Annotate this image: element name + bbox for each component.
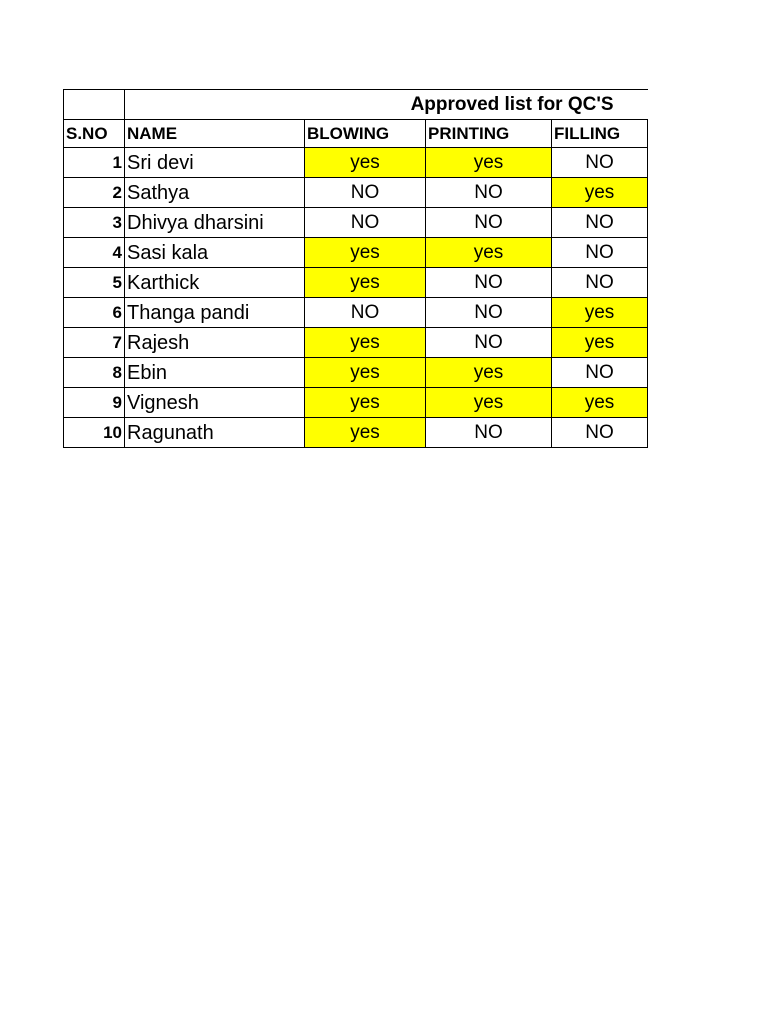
table-row [64, 298, 648, 328]
row-sno[interactable]: 4 [64, 238, 125, 268]
row-printing-status[interactable]: NO [426, 298, 552, 328]
table-row [64, 208, 648, 238]
row-sno[interactable]: 10 [64, 418, 125, 448]
header-printing[interactable]: PRINTING [426, 120, 552, 148]
row-blowing-status[interactable]: NO [305, 208, 426, 238]
row-sno[interactable]: 7 [64, 328, 125, 358]
row-sno[interactable]: 3 [64, 208, 125, 238]
row-blowing-status[interactable]: yes [305, 268, 426, 298]
table-row [64, 328, 648, 358]
row-blowing-status[interactable]: NO [305, 298, 426, 328]
row-filling-status[interactable]: NO [552, 238, 648, 268]
row-filling-status[interactable]: yes [552, 388, 648, 418]
row-filling-status[interactable]: NO [552, 148, 648, 178]
row-blowing-status[interactable]: NO [305, 178, 426, 208]
qc-approval-table [63, 89, 648, 448]
row-blowing-status[interactable]: yes [305, 148, 426, 178]
approved-qc-sheet [63, 89, 647, 447]
row-filling-status[interactable]: NO [552, 268, 648, 298]
row-filling-status[interactable]: yes [552, 178, 648, 208]
title-row [64, 90, 648, 120]
header-blowing[interactable]: BLOWING [305, 120, 426, 148]
header-name[interactable]: NAME [125, 120, 305, 148]
row-name[interactable]: Dhivya dharsini [125, 208, 305, 238]
row-sno[interactable]: 6 [64, 298, 125, 328]
row-name[interactable]: Rajesh [125, 328, 305, 358]
row-printing-status[interactable]: NO [426, 418, 552, 448]
row-filling-status[interactable]: yes [552, 298, 648, 328]
row-name[interactable]: Sri devi [125, 148, 305, 178]
table-row [64, 358, 648, 388]
row-sno[interactable]: 9 [64, 388, 125, 418]
header-row [64, 120, 648, 148]
table-row [64, 268, 648, 298]
row-name[interactable]: Sathya [125, 178, 305, 208]
header-sno[interactable]: S.NO [64, 120, 125, 148]
row-printing-status[interactable]: yes [426, 388, 552, 418]
row-name[interactable]: Vignesh [125, 388, 305, 418]
table-row [64, 418, 648, 448]
row-sno[interactable]: 2 [64, 178, 125, 208]
row-printing-status[interactable]: NO [426, 178, 552, 208]
row-filling-status[interactable]: NO [552, 358, 648, 388]
row-blowing-status[interactable]: yes [305, 418, 426, 448]
row-filling-status[interactable]: NO [552, 418, 648, 448]
row-blowing-status[interactable]: yes [305, 358, 426, 388]
row-name[interactable]: Karthick [125, 268, 305, 298]
sheet-title[interactable]: Approved list for QC'S [125, 90, 648, 120]
table-row [64, 238, 648, 268]
row-name[interactable]: Ragunath [125, 418, 305, 448]
corner-cell[interactable] [64, 90, 125, 120]
row-sno[interactable]: 8 [64, 358, 125, 388]
row-blowing-status[interactable]: yes [305, 238, 426, 268]
row-blowing-status[interactable]: yes [305, 328, 426, 358]
row-sno[interactable]: 1 [64, 148, 125, 178]
row-printing-status[interactable]: yes [426, 148, 552, 178]
row-printing-status[interactable]: NO [426, 328, 552, 358]
row-filling-status[interactable]: yes [552, 328, 648, 358]
row-printing-status[interactable]: NO [426, 208, 552, 238]
row-printing-status[interactable]: yes [426, 238, 552, 268]
table-row [64, 388, 648, 418]
row-name[interactable]: Sasi kala [125, 238, 305, 268]
header-filling[interactable]: FILLING [552, 120, 648, 148]
table-row [64, 148, 648, 178]
row-sno[interactable]: 5 [64, 268, 125, 298]
row-name[interactable]: Ebin [125, 358, 305, 388]
row-printing-status[interactable]: NO [426, 268, 552, 298]
row-name[interactable]: Thanga pandi [125, 298, 305, 328]
row-blowing-status[interactable]: yes [305, 388, 426, 418]
row-filling-status[interactable]: NO [552, 208, 648, 238]
row-printing-status[interactable]: yes [426, 358, 552, 388]
table-row [64, 178, 648, 208]
